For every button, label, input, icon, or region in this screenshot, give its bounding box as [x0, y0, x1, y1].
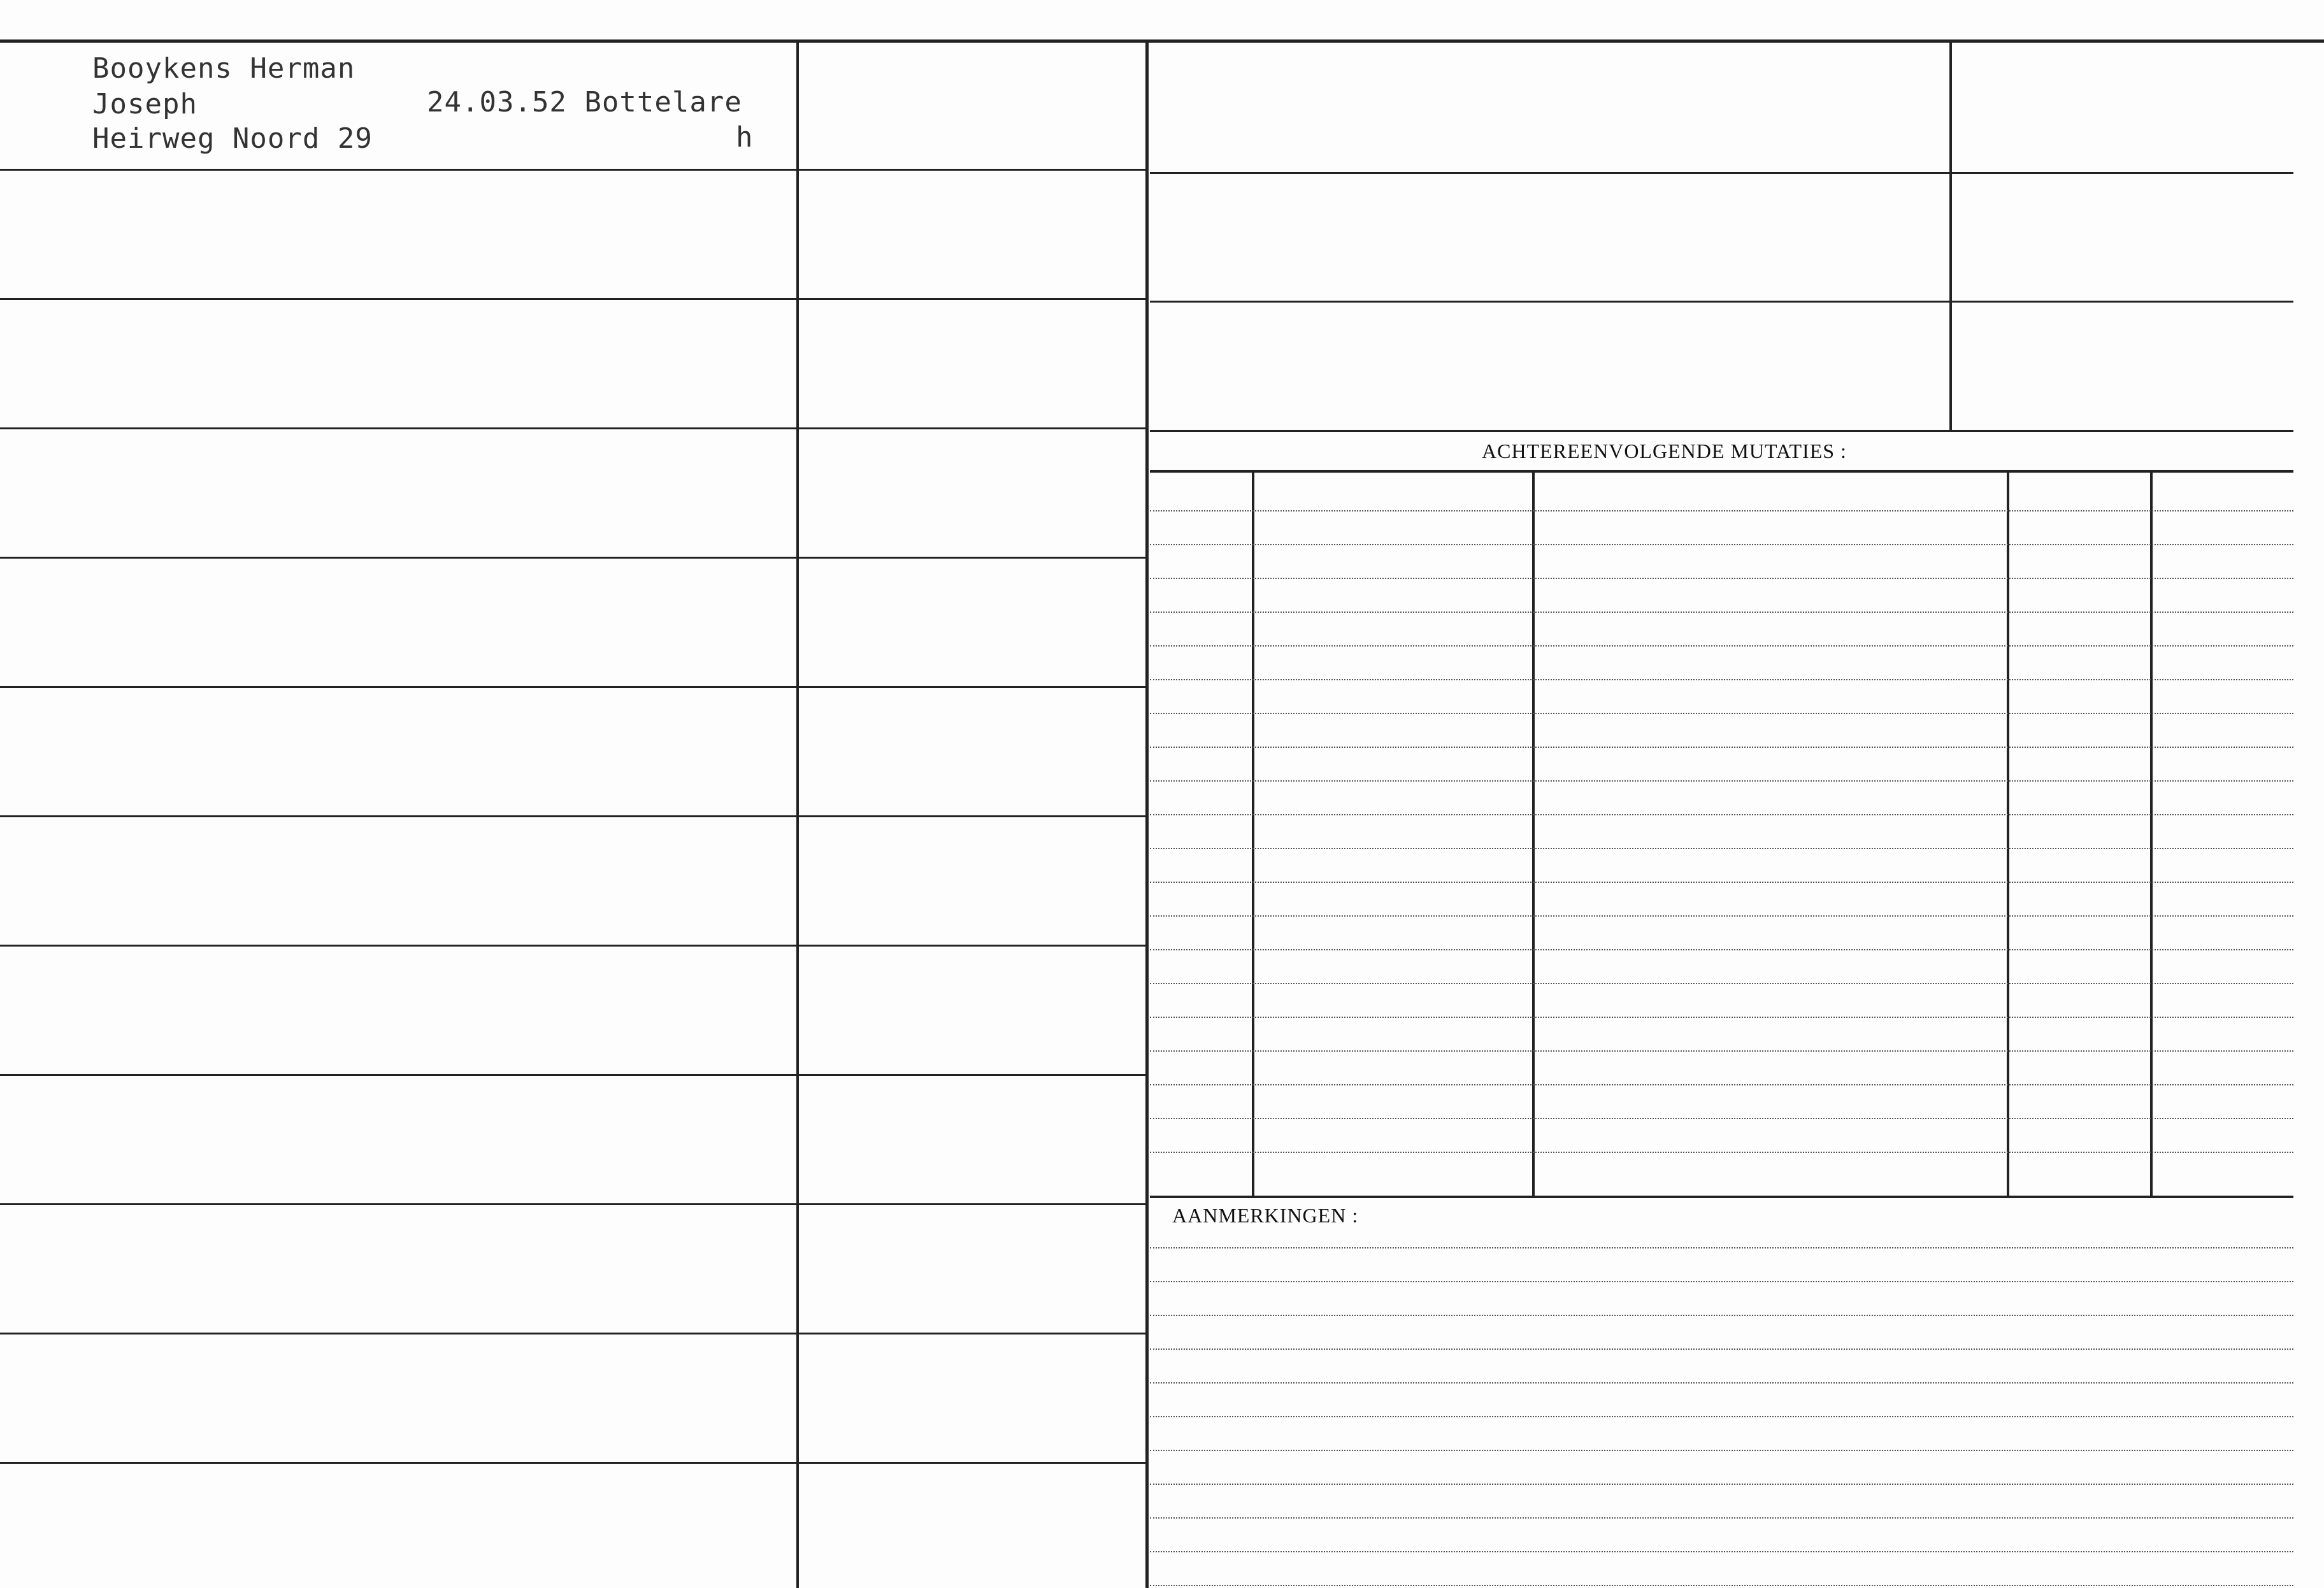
row-rule — [0, 686, 796, 688]
mutations-row-line — [1150, 1084, 2293, 1085]
mutations-column-rule — [2150, 471, 2153, 1198]
person-first-name: Joseph — [92, 88, 197, 120]
remarks-line — [1150, 1382, 2293, 1384]
row-rule — [0, 298, 796, 300]
person-address: Heirweg Noord 29 — [92, 122, 373, 155]
mutations-row-line — [1150, 1118, 2293, 1119]
upper-right-divider — [1949, 39, 1952, 430]
row-rule — [799, 298, 1145, 300]
row-rule — [799, 427, 1145, 429]
remarks-line — [1150, 1484, 2293, 1485]
mutations-row-line — [1150, 949, 2293, 950]
top-border — [0, 39, 2324, 43]
row-rule — [0, 169, 796, 171]
mutations-row-line — [1150, 780, 2293, 782]
person-mark: h — [736, 121, 754, 154]
remarks-line — [1150, 1551, 2293, 1552]
mutations-row-line — [1150, 645, 2293, 647]
mutations-row-line — [1150, 679, 2293, 680]
row-rule — [799, 557, 1145, 559]
mutations-row-line — [1150, 983, 2293, 984]
row-rule — [0, 427, 796, 429]
remarks-line — [1150, 1281, 2293, 1282]
mutations-header-rule — [1150, 470, 2293, 473]
mutations-row-line — [1150, 612, 2293, 613]
mutations-row-line — [1150, 814, 2293, 815]
row-rule — [799, 945, 1145, 947]
mutations-row-line — [1150, 848, 2293, 849]
remarks-line — [1150, 1517, 2293, 1519]
upper-right-row — [1150, 172, 2293, 174]
upper-right-row — [1150, 301, 2293, 303]
row-rule — [799, 169, 1145, 171]
mutations-row-line — [1150, 510, 2293, 511]
row-rule — [799, 1074, 1145, 1076]
mutations-row-line — [1150, 713, 2293, 714]
mutations-row-line — [1150, 747, 2293, 748]
row-rule — [0, 1462, 796, 1464]
mutations-column-rule — [2007, 471, 2009, 1198]
remarks-line — [1150, 1315, 2293, 1316]
mutations-bottom-rule — [1150, 1196, 2293, 1198]
mutations-row-line — [1150, 915, 2293, 917]
mutations-title: ACHTEREENVOLGENDE MUTATIES : — [1482, 440, 1847, 462]
person-name: Booykens Herman — [92, 52, 355, 85]
remarks-line — [1150, 1585, 2293, 1586]
row-rule — [799, 1203, 1145, 1205]
row-rule — [0, 557, 796, 559]
row-rule — [0, 1203, 796, 1205]
mutations-row-line — [1150, 1050, 2293, 1052]
row-rule — [799, 1333, 1145, 1334]
row-rule — [799, 686, 1145, 688]
mutations-row-line — [1150, 544, 2293, 545]
mutations-row-line — [1150, 882, 2293, 883]
row-rule — [0, 1333, 796, 1334]
remarks-line — [1150, 1247, 2293, 1248]
row-rule — [0, 815, 796, 817]
remarks-title: AANMERKINGEN : — [1172, 1204, 1359, 1227]
column-divider-2 — [1145, 39, 1149, 1588]
row-rule — [0, 945, 796, 947]
row-rule — [799, 815, 1145, 817]
remarks-line — [1150, 1348, 2293, 1350]
remarks-line — [1150, 1416, 2293, 1417]
mutations-column-rule — [1532, 471, 1535, 1198]
remarks-line — [1150, 1450, 2293, 1451]
row-rule — [799, 1462, 1145, 1464]
mutations-column-rule — [1252, 471, 1254, 1198]
mutations-top-rule — [1150, 430, 2293, 432]
column-divider-1 — [796, 39, 799, 1588]
mutations-row-line — [1150, 1152, 2293, 1153]
mutations-row-line — [1150, 1017, 2293, 1018]
mutations-row-line — [1150, 578, 2293, 579]
row-rule — [0, 1074, 796, 1076]
person-birth: 24.03.52 Bottelare — [427, 86, 742, 118]
